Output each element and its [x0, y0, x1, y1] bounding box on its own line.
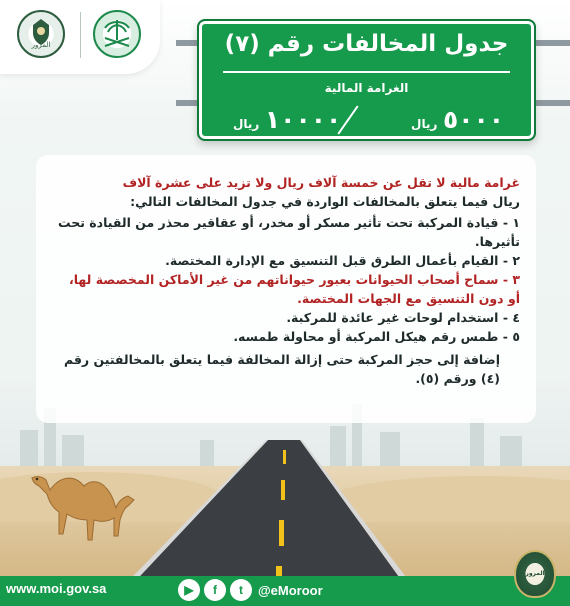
violation-item: ٥ - طمس رقم هيكل المركبة أو محاولة طمسه. [233, 329, 520, 344]
crest-icon [19, 12, 63, 56]
fine-minimum [405, 105, 504, 134]
social-handle[interactable]: @eMoroor [258, 582, 323, 598]
fine-min-currency: ريال [411, 117, 438, 131]
palm-swords-icon [95, 12, 139, 56]
additional-penalty: إضافة إلى حجز المركبة حتى إزالة المخالفة فيما يتعلق بالمخالفتين رقم (٤) ورقم (٥). [63, 352, 500, 386]
moi-logo [93, 10, 141, 58]
website-link[interactable]: www.moi.gov.sa [6, 581, 107, 596]
violations-text [54, 173, 520, 388]
social-links [178, 579, 323, 601]
twitter-icon[interactable]: t [230, 579, 252, 601]
fine-road-sign [197, 19, 536, 141]
youtube-icon[interactable]: ▶ [178, 579, 200, 601]
footer-bar [0, 576, 570, 606]
intro-line-2: ريال فيما يتعلق بالمخالفات الواردة في جدول المخالفات التالي: [130, 194, 520, 209]
violation-item: ١ - قيادة المركبة تحت تأثير مسكر أو مخدر، أو عقاقير محذر من القيادة تحت تأثيرها. [58, 215, 520, 249]
fine-subtitle: الغرامة المالية [324, 81, 409, 95]
sign-divider [223, 71, 510, 73]
traffic-logo-label: المرور [31, 41, 51, 49]
fine-max-amount: ١٠٠٠٠ [264, 105, 342, 134]
header-bar [0, 0, 160, 74]
badge-label: المرور [525, 570, 545, 577]
fine-max-currency: ريال [233, 117, 260, 131]
sign-pole-arm [534, 100, 570, 106]
fine-min-amount: ٥٠٠٠ [442, 105, 504, 134]
violation-item: ٤ - استخدام لوحات غير عائدة للمركبة. [286, 310, 520, 325]
intro-text [54, 173, 520, 211]
violation-item: ٣ - سماح أصحاب الحيوانات بعبور حيواناتهم من غير الأماكن المخصصة لها، أو دون التنسيق مع الجهات المختصة. [68, 272, 520, 306]
camel-icon [24, 448, 144, 548]
violations-panel [36, 155, 536, 423]
violation-item: ٢ - القيام بأعمال الطرق قبل التنسيق مع الإدارة المختصة. [165, 253, 520, 268]
traffic-badge-icon [514, 550, 556, 598]
sign-title: جدول المخالفات رقم (٧) [224, 31, 509, 57]
facebook-icon[interactable]: f [204, 579, 226, 601]
traffic-department-logo [17, 10, 65, 58]
intro-line-1: غرامة مالية لا تقل عن خمسة آلاف ريال ولا تزيد على عشرة آلاف [122, 175, 520, 190]
fine-maximum [227, 105, 341, 134]
sign-pole-arm [534, 40, 570, 46]
logo-divider [80, 12, 81, 58]
